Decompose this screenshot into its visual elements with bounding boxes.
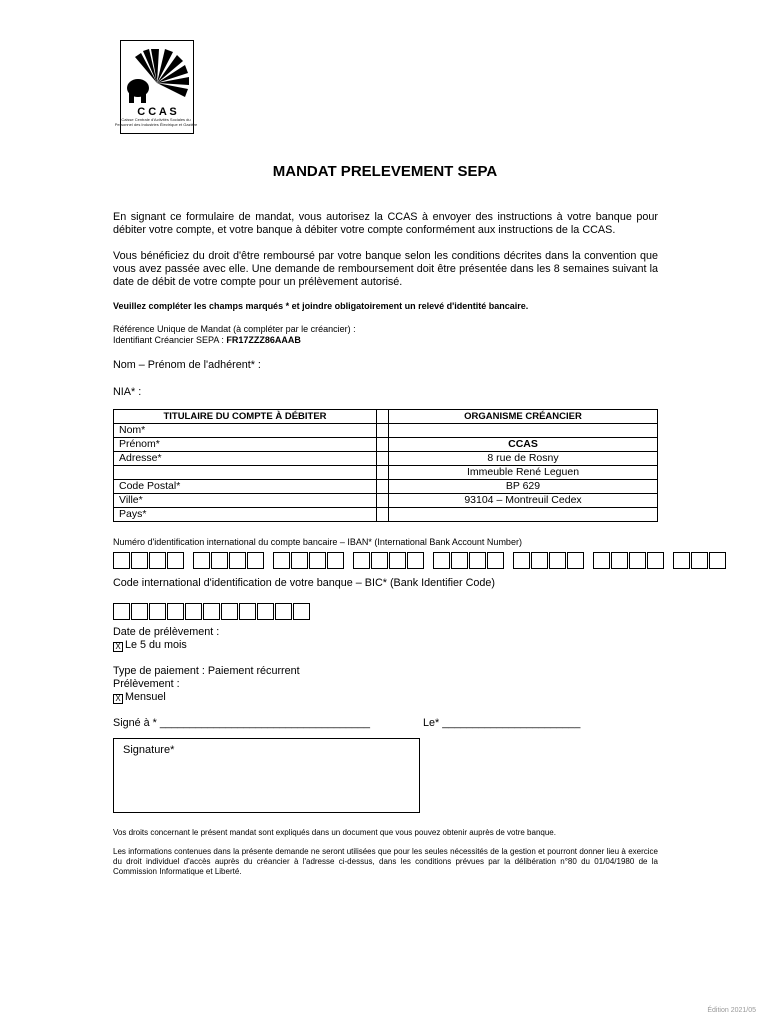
iban-char-box[interactable] [433, 552, 450, 569]
adherent-name-field[interactable]: Nom – Prénom de l'adhérent* : [113, 359, 261, 371]
rum-label: Référence Unique de Mandat (à compléter par le créancier) : [113, 324, 356, 334]
iban-boxes [113, 552, 727, 569]
table-row [114, 424, 658, 438]
rights-note: Vos droits concernant le présent mandat sont expliqués dans un document que vous pouvez obtenir auprès de votre banque. [113, 828, 556, 837]
signature-box[interactable] [113, 738, 420, 813]
nia-field[interactable]: NIA* : [113, 386, 142, 398]
intro-paragraph-2: Vous bénéficiez du droit d'être remboursé par votre banque selon les conditions décrites dans la convention que vous avez passée avec elle. Une demande de remboursement doit être présentée dans les 8 semaines suivant la date de débit de votre compte pour un prélèvement autorisé. [113, 250, 658, 288]
creditor-address: 8 rue de Rosny [389, 452, 658, 466]
bic-char-box[interactable] [149, 603, 166, 620]
bic-label: Code international d'identification de votre banque – BIC* (Bank Identifier Code) [113, 577, 495, 589]
iban-label: Numéro d'identification international du compte bancaire – IBAN* (International Bank Account Number) [113, 537, 522, 547]
checkbox-checked-icon[interactable]: X [113, 642, 123, 652]
iban-char-box[interactable] [567, 552, 584, 569]
bic-char-box[interactable] [239, 603, 256, 620]
iban-char-box[interactable] [709, 552, 726, 569]
bic-char-box[interactable] [167, 603, 184, 620]
iban-char-box[interactable] [487, 552, 504, 569]
iban-char-box[interactable] [211, 552, 228, 569]
checkbox-checked-icon[interactable]: X [113, 694, 123, 704]
debtor-postcode-field[interactable]: Code Postal* [114, 480, 377, 494]
page-title: MANDAT PRELEVEMENT SEPA [272, 163, 498, 180]
iban-char-box[interactable] [309, 552, 326, 569]
intro-paragraph-1: En signant ce formulaire de mandat, vous autorisez la CCAS à envoyer des instructions à votre banque pour débiter votre compte, et votre banque à débiter votre compte conformément aux instructions de la CCAS. [113, 211, 658, 236]
edition-label: Édition 2021/05 [707, 1007, 756, 1014]
table-row [114, 438, 658, 452]
privacy-note: Les informations contenues dans la présente demande ne seront utilisées que pour les seules nécessités de la gestion et pourront donner lieu à exercice du droit individuel d'accès auprès du créancier à l'adresse ci-dessus, dans les conditions prévues par la délibération n°80 du 01/04/1980 de la Commission Informatique et Liberté. [113, 847, 658, 876]
bic-char-box[interactable] [275, 603, 292, 620]
bic-char-box[interactable] [203, 603, 220, 620]
iban-char-box[interactable] [673, 552, 690, 569]
table-row [114, 494, 658, 508]
signed-at-field[interactable]: Signé à * ___________________________________ [113, 717, 370, 729]
iban-char-box[interactable] [611, 552, 628, 569]
bic-char-box[interactable] [131, 603, 148, 620]
signed-date-field[interactable]: Le* _______________________ [423, 717, 581, 729]
debtor-address-field[interactable]: Adresse* [114, 452, 377, 466]
creditor-name: CCAS [389, 438, 658, 452]
iban-char-box[interactable] [451, 552, 468, 569]
creditor-header: ORGANISME CRÉANCIER [389, 410, 658, 424]
bic-char-box[interactable] [113, 603, 130, 620]
date-option [113, 639, 658, 652]
iban-char-box[interactable] [371, 552, 388, 569]
iban-char-box[interactable] [407, 552, 424, 569]
iban-char-box[interactable] [513, 552, 530, 569]
iban-char-box[interactable] [273, 552, 290, 569]
debtor-nom-field[interactable]: Nom* [114, 424, 377, 438]
iban-char-box[interactable] [469, 552, 486, 569]
debtor-prenom-field[interactable]: Prénom* [114, 438, 377, 452]
debtor-header: TITULAIRE DU COMPTE À DÉBITER [114, 410, 377, 424]
iban-char-box[interactable] [193, 552, 210, 569]
iban-char-box[interactable] [149, 552, 166, 569]
bic-boxes [113, 603, 311, 620]
creditor-cell [389, 508, 658, 522]
iban-char-box[interactable] [549, 552, 566, 569]
account-table [113, 409, 658, 522]
instruction-text: Veuillez compléter les champs marqués * et joindre obligatoirement un relevé d'identité bancaire. [113, 301, 529, 311]
iban-char-box[interactable] [389, 552, 406, 569]
iban-char-box[interactable] [353, 552, 370, 569]
iban-char-box[interactable] [593, 552, 610, 569]
bic-char-box[interactable] [221, 603, 238, 620]
bic-char-box[interactable] [257, 603, 274, 620]
iban-char-box[interactable] [247, 552, 264, 569]
ics-line [113, 335, 658, 346]
creditor-cell [389, 424, 658, 438]
iban-char-box[interactable] [531, 552, 548, 569]
iban-char-box[interactable] [131, 552, 148, 569]
iban-char-box[interactable] [291, 552, 308, 569]
iban-char-box[interactable] [229, 552, 246, 569]
iban-char-box[interactable] [167, 552, 184, 569]
table-row [114, 466, 658, 480]
iban-char-box[interactable] [327, 552, 344, 569]
prelevement-label: Prélèvement : [113, 678, 180, 690]
bic-char-box[interactable] [293, 603, 310, 620]
iban-char-box[interactable] [629, 552, 646, 569]
payment-type: Type de paiement : Paiement récurrent [113, 665, 300, 677]
signature-label: Signature* [123, 744, 175, 756]
iban-char-box[interactable] [647, 552, 664, 569]
table-row [114, 508, 658, 522]
prelevement-option [113, 691, 658, 704]
ics-label: Identifiant Créancier SEPA : [113, 335, 227, 345]
date-label: Date de prélèvement : [113, 626, 220, 638]
table-row [114, 452, 658, 466]
iban-char-box[interactable] [691, 552, 708, 569]
creditor-building: Immeuble René Leguen [389, 466, 658, 480]
debtor-country-field[interactable]: Pays* [114, 508, 377, 522]
creditor-city: 93104 – Montreuil Cedex [389, 494, 658, 508]
date-option-label: Le 5 du mois [125, 639, 187, 651]
prelevement-option-label: Mensuel [125, 691, 166, 703]
ics-value: FR17ZZZ86AAAB [226, 335, 301, 345]
logo-letters: C C A S [137, 106, 177, 118]
creditor-bp: BP 629 [389, 480, 658, 494]
bic-char-box[interactable] [185, 603, 202, 620]
table-row [114, 480, 658, 494]
iban-char-box[interactable] [113, 552, 130, 569]
debtor-address-line2-field[interactable] [114, 466, 377, 480]
logo-subtitle: Caisse Centrale d'Activités Sociales du Personnel des Industries Électrique et Gazière [114, 117, 198, 127]
debtor-city-field[interactable]: Ville* [114, 494, 377, 508]
